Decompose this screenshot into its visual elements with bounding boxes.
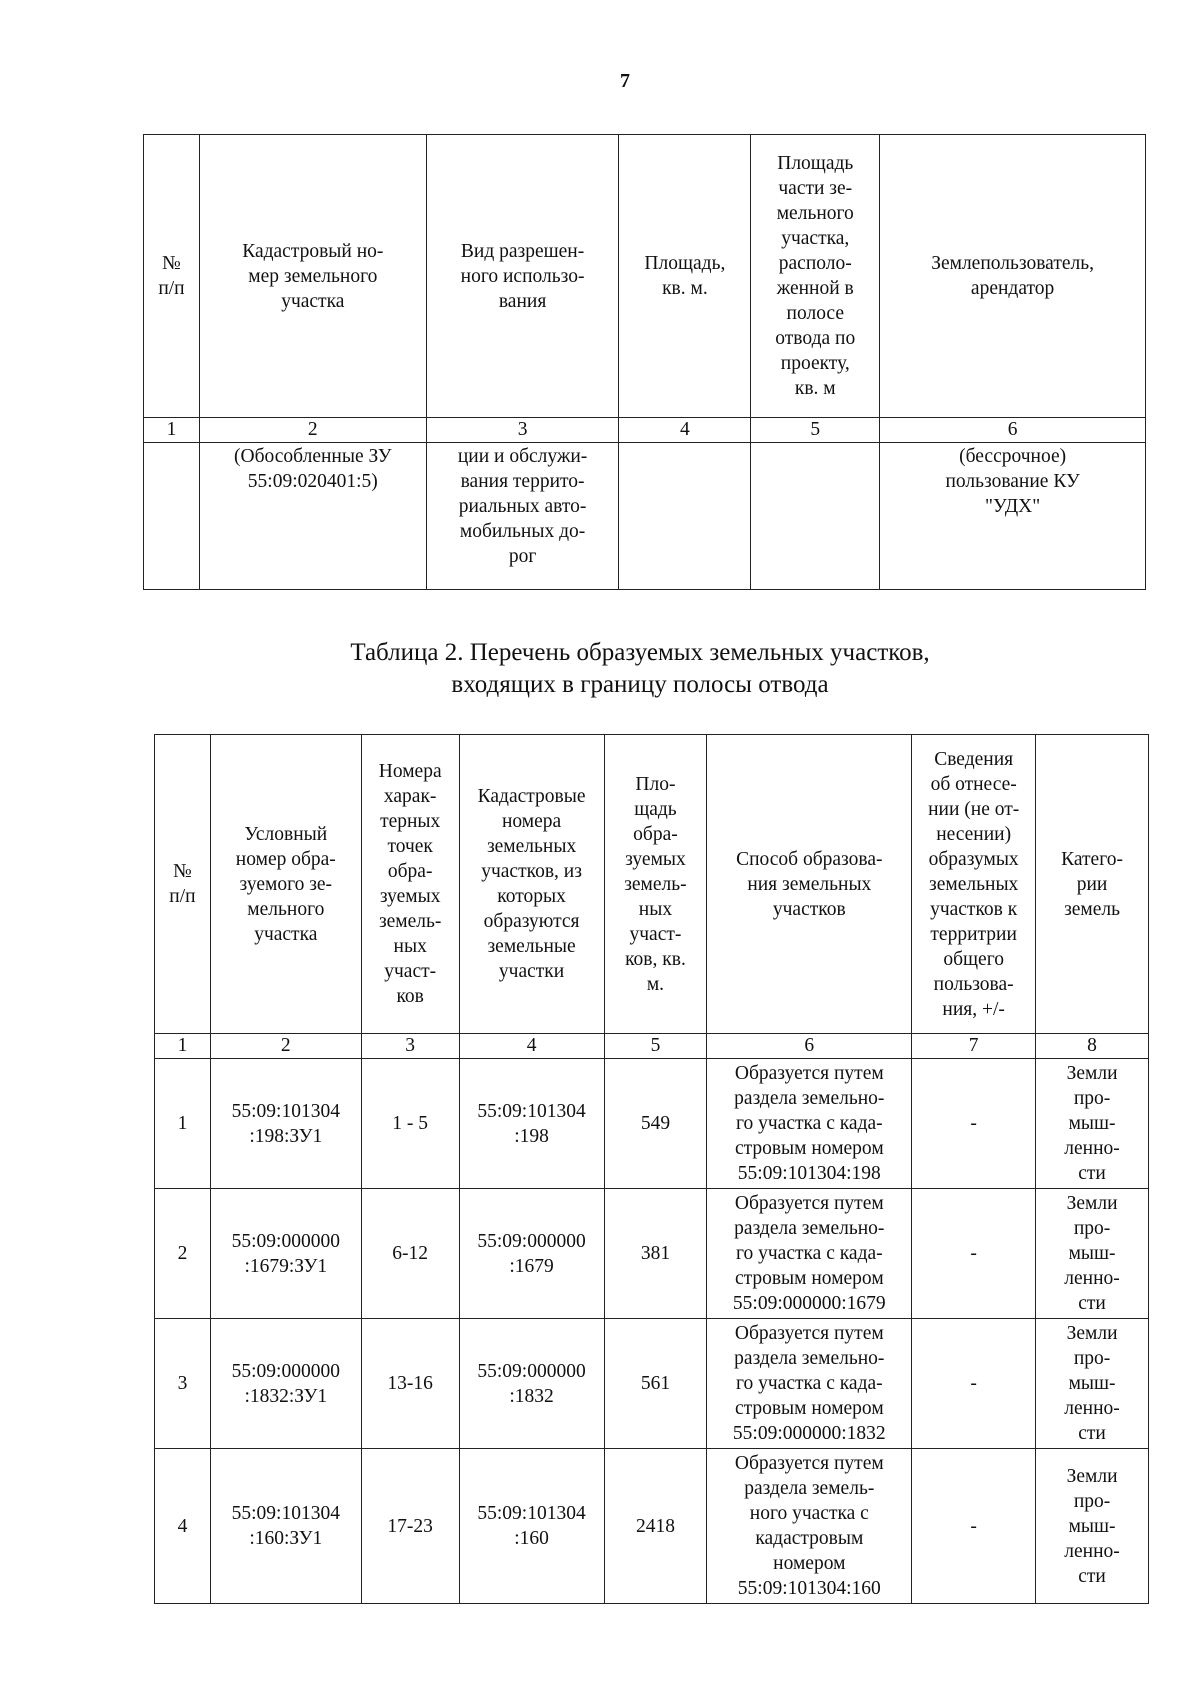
table-cell: - bbox=[912, 1189, 1036, 1319]
column-index: 4 bbox=[619, 418, 751, 443]
table-cell: Образуется путем раздела земельно- го участка с када- стровым номером 55:09:000000:1832 bbox=[707, 1319, 912, 1449]
table-row bbox=[144, 443, 1146, 590]
table-cell: - bbox=[912, 1449, 1036, 1604]
table-cell: Образуется путем раздела земельно- го участка с када- стровым номером 55:09:000000:1679 bbox=[707, 1189, 912, 1319]
table-row bbox=[155, 1319, 1149, 1449]
table-cell: 2418 bbox=[604, 1449, 707, 1604]
column-index: 2 bbox=[210, 1034, 361, 1059]
header-cell-permitted-use: Вид разрешен- ного использо- вания bbox=[426, 135, 619, 418]
table-cell: - bbox=[912, 1059, 1036, 1189]
table-cell: 561 bbox=[604, 1319, 707, 1449]
column-index-row bbox=[155, 1034, 1149, 1059]
page-number: 7 bbox=[620, 70, 630, 92]
table-cell: 55:09:101304 :198 bbox=[459, 1059, 604, 1189]
header-cell-public-use-info: Сведения об отнесе- нии (не от- несении) образумых земельных участков к территрии общего пользова- ния, +/- bbox=[912, 735, 1036, 1034]
table-cell: 55:09:000000 :1832:ЗУ1 bbox=[210, 1319, 361, 1449]
column-index: 8 bbox=[1036, 1034, 1149, 1059]
header-cell-area: Площадь, кв. м. bbox=[619, 135, 751, 418]
column-index: 1 bbox=[155, 1034, 211, 1059]
column-index: 6 bbox=[880, 418, 1146, 443]
table-cell: Образуется путем раздела земельно- го участка с када- стровым номером 55:09:101304:198 bbox=[707, 1059, 912, 1189]
table-2-caption: Таблица 2. Перечень образуемых земельных участков, входящих в границу полосы отвода bbox=[350, 639, 930, 698]
column-index: 3 bbox=[426, 418, 619, 443]
table-cell: 4 bbox=[155, 1449, 211, 1604]
table-row bbox=[155, 1189, 1149, 1319]
column-index: 5 bbox=[604, 1034, 707, 1059]
column-index: 3 bbox=[361, 1034, 459, 1059]
table-row bbox=[155, 1449, 1149, 1604]
table-cell: 55:09:101304 :198:ЗУ1 bbox=[210, 1059, 361, 1189]
header-cell-number: № п/п bbox=[155, 735, 211, 1034]
table-cell: 55:09:000000 :1832 bbox=[459, 1319, 604, 1449]
column-index-row bbox=[144, 418, 1146, 443]
table-cell bbox=[619, 443, 751, 590]
table-cell: Земли про- мыш- ленно- сти bbox=[1036, 1449, 1149, 1604]
table-cell: Земли про- мыш- ленно- сти bbox=[1036, 1059, 1149, 1189]
column-index: 4 bbox=[459, 1034, 604, 1059]
table-cell: - bbox=[912, 1319, 1036, 1449]
table-cell: 55:09:101304 :160:ЗУ1 bbox=[210, 1449, 361, 1604]
table-cell: 3 bbox=[155, 1319, 211, 1449]
header-cell-conditional-number: Условный номер обра- зуемого зе- мельного участка bbox=[210, 735, 361, 1034]
table-cell: Земли про- мыш- ленно- сти bbox=[1036, 1319, 1149, 1449]
header-cell-land-category: Катего- рии земель bbox=[1036, 735, 1149, 1034]
table-cell: 55:09:000000 :1679:ЗУ1 bbox=[210, 1189, 361, 1319]
table-cell: 6-12 bbox=[361, 1189, 459, 1319]
column-index: 7 bbox=[912, 1034, 1036, 1059]
table-cell: 381 bbox=[604, 1189, 707, 1319]
table-cell: 13-16 bbox=[361, 1319, 459, 1449]
column-index: 2 bbox=[199, 418, 426, 443]
header-cell-source-cadastral-numbers: Кадастровые номера земельных участков, из которых образуются земельные участки bbox=[459, 735, 604, 1034]
header-cell-area: Пло- щадь обра- зуемых земель- ных участ- ков, кв. м. bbox=[604, 735, 707, 1034]
table-2 bbox=[154, 734, 1149, 1604]
header-cell-land-user: Землепользователь, арендатор bbox=[880, 135, 1146, 418]
table-cell: 17-23 bbox=[361, 1449, 459, 1604]
table-cell: Земли про- мыш- ленно- сти bbox=[1036, 1189, 1149, 1319]
table-header-row bbox=[155, 735, 1149, 1034]
table-cell: (Обособленные ЗУ 55:09:020401:5) bbox=[199, 443, 426, 590]
table-cell: 55:09:101304 :160 bbox=[459, 1449, 604, 1604]
table-cell: 549 bbox=[604, 1059, 707, 1189]
header-cell-formation-method: Способ образова- ния земельных участков bbox=[707, 735, 912, 1034]
table-1-continuation bbox=[143, 134, 1146, 590]
table-cell: Образуется путем раздела земель- ного участка с кадастровым номером 55:09:101304:160 bbox=[707, 1449, 912, 1604]
column-index: 5 bbox=[751, 418, 880, 443]
table-row bbox=[155, 1059, 1149, 1189]
table-cell: 1 - 5 bbox=[361, 1059, 459, 1189]
column-index: 6 bbox=[707, 1034, 912, 1059]
table-header-row bbox=[144, 135, 1146, 418]
header-cell-part-area: Площадь части зе- мельного участка, располо- женной в полосе отвода по проекту, кв. м bbox=[751, 135, 880, 418]
table-cell bbox=[751, 443, 880, 590]
table-cell bbox=[144, 443, 200, 590]
column-index: 1 bbox=[144, 418, 200, 443]
header-cell-number: № п/п bbox=[144, 135, 200, 418]
table-cell: 55:09:000000 :1679 bbox=[459, 1189, 604, 1319]
table-cell: 1 bbox=[155, 1059, 211, 1189]
table-cell: ции и обслужи- вания террито- риальных авто- мобильных до- рог bbox=[426, 443, 619, 590]
table-cell: 2 bbox=[155, 1189, 211, 1319]
header-cell-point-numbers: Номера харак- терных точек обра- зуемых земель- ных участ- ков bbox=[361, 735, 459, 1034]
header-cell-cadastral-number: Кадастровый но- мер земельного участка bbox=[199, 135, 426, 418]
table-cell: (бессрочное) пользование КУ "УДХ" bbox=[880, 443, 1146, 590]
